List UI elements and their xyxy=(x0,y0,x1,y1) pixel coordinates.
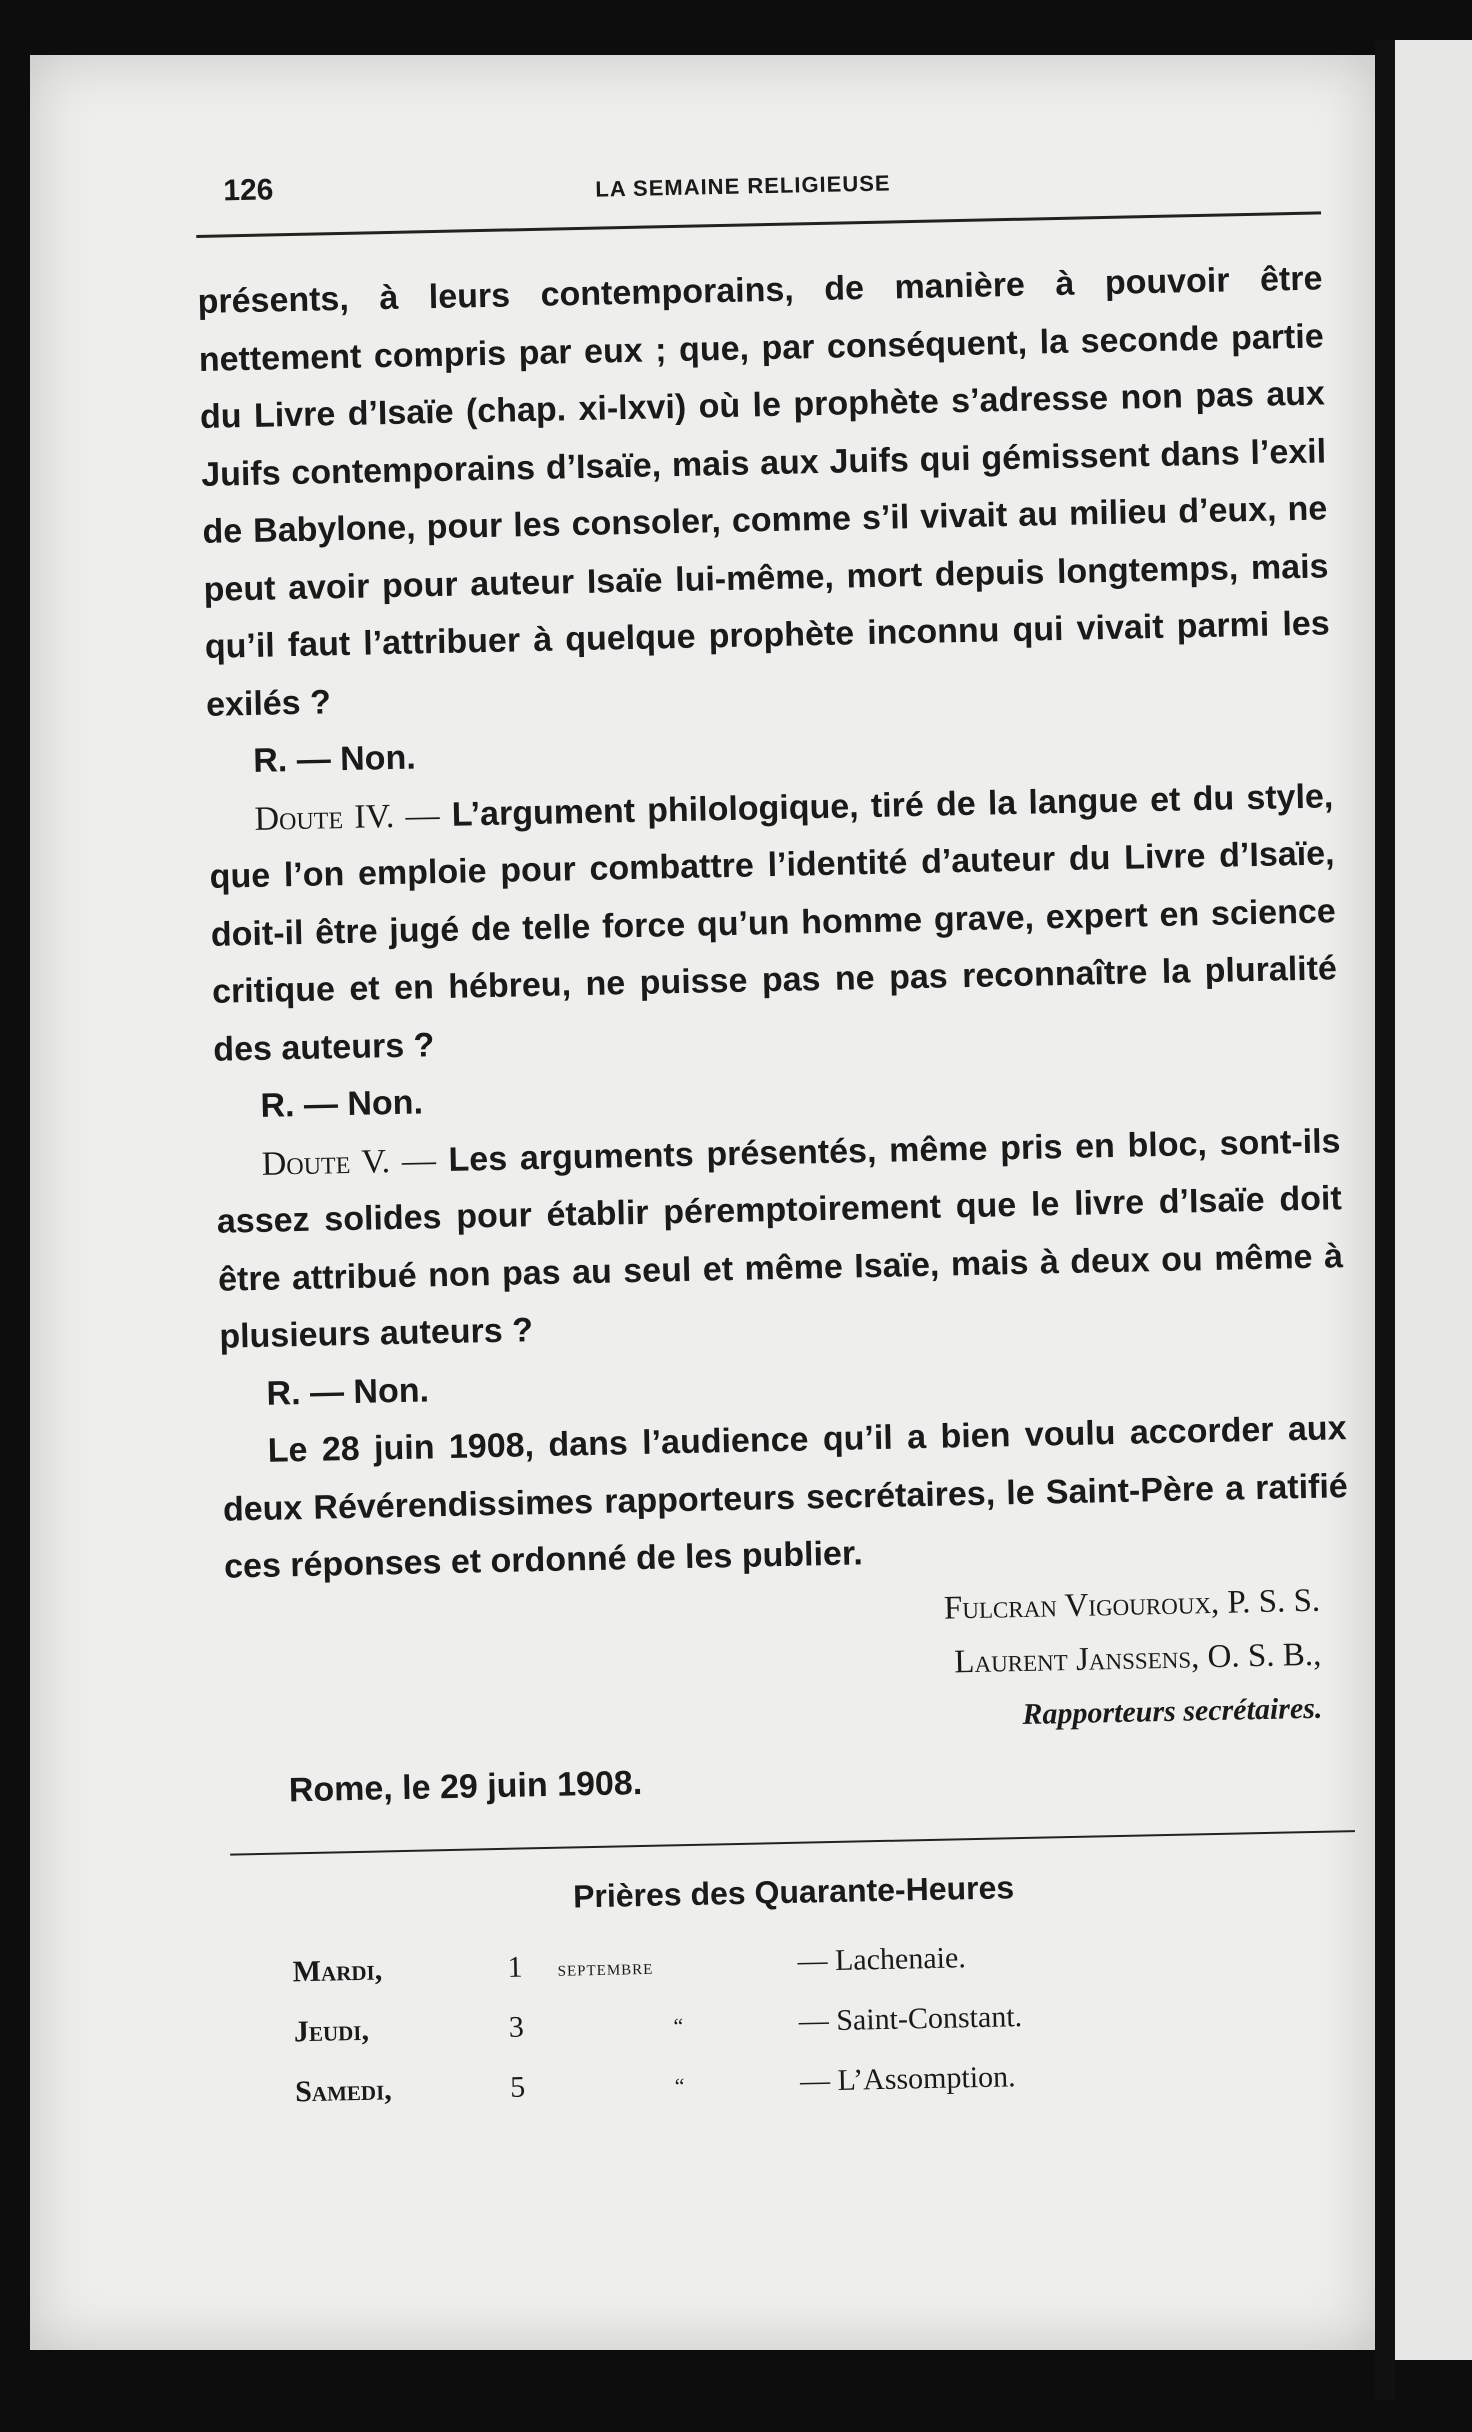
closing-paragraph: Le 28 juin 1908, dans l’audience qu’il a bien voulu accorder aux deux Révérendissimes rapporteurs secrétaires, le Saint-Père a ratifié ces réponses et ordonné de les publier. xyxy=(222,1409,1349,1586)
signature-role: Rapporteurs secrétaires. xyxy=(1022,1691,1323,1731)
doubt-5 xyxy=(215,1113,1345,1367)
schedule-month: “ xyxy=(674,2072,686,2098)
doubt-4-text: L’argument philologique, tiré de la langue et du style, que l’on emploie pour combattre l’identité d’auteur du Livre d’Isaïe, doit-il être jugé de telle force qu’un homme grave, expert en science critique et en hébreu, ne puisse pas ne pas reconnaître la pluralité des auteurs ? xyxy=(209,776,1338,1069)
body-text xyxy=(197,250,1349,1596)
signature-block xyxy=(225,1573,1353,1759)
answer-1: R. — Non. xyxy=(252,738,417,780)
schedule-date: 5 xyxy=(509,2070,526,2104)
next-page-edge xyxy=(1395,40,1472,2360)
page-content xyxy=(195,151,1361,2130)
prayers-title: Prières des Quarante-Heures xyxy=(572,1868,1015,1914)
signature-vigouroux: Fulcran Vigouroux, P. S. S. xyxy=(943,1582,1321,1627)
schedule-day: Samedi, xyxy=(294,2072,392,2108)
answer-3: R. — Non. xyxy=(266,1370,430,1413)
schedule-day: Jeudi, xyxy=(293,2013,370,2048)
schedule-place: — Lachenaie. xyxy=(797,1940,967,1978)
answer-2: R. — Non. xyxy=(260,1083,424,1125)
signature-janssens: Laurent Janssens, O. S. B., xyxy=(953,1636,1322,1680)
journal-title: LA SEMAINE RELIGIEUSE xyxy=(595,170,891,202)
schedule-date: 1 xyxy=(507,1950,523,1984)
doubt-5-text: Les arguments présentés, même pris en bloc, sont-ils assez solides pour établir péremptoirement que le livre d’Isaïe doit être attribué non pas au seul et même Isaïe, mais à deux ou même à plusieurs auteurs ? xyxy=(216,1121,1344,1356)
book-gutter xyxy=(1375,40,1395,2400)
place-date: Rome, le 29 juin 1908. xyxy=(288,1763,643,1809)
schedule-month: septembre xyxy=(557,1953,654,1981)
schedule-month: “ xyxy=(673,2012,685,2038)
doubt-4-label: Doute IV. — xyxy=(254,796,440,838)
prayers-schedule xyxy=(292,1934,1024,2129)
doubt-5-label: Doute V. — xyxy=(261,1141,437,1183)
paragraph-continued: présents, à leurs contemporains, de manière à pouvoir être nettement compris par eux ; que, par conséquent, la seconde partie du Livre d’Isaïe (chap. xi-lxvi) où le prophète s’adresse non pas aux Juifs contemporains d’Isaïe, mais aux Juifs qui gémissent dans l’exil de Babylone, pour les consoler, comme s’il vivait au milieu d’eux, ne peut avoir pour auteur Isaïe lui-même, mort depuis longtemps, mais qu’il faut l’attribuer à quelque prophète inconnu qui vivait parmi les exilés ? xyxy=(197,259,1331,724)
page-number: 126 xyxy=(222,173,274,208)
schedule-date: 3 xyxy=(508,2010,525,2044)
doubt-4 xyxy=(208,768,1339,1079)
section-rule xyxy=(230,1830,1355,1856)
schedule-day: Mardi, xyxy=(292,1952,383,1988)
schedule-place: — L’Assomption. xyxy=(799,2059,1016,2098)
schedule-place: — Saint-Constant. xyxy=(798,1999,1023,2038)
